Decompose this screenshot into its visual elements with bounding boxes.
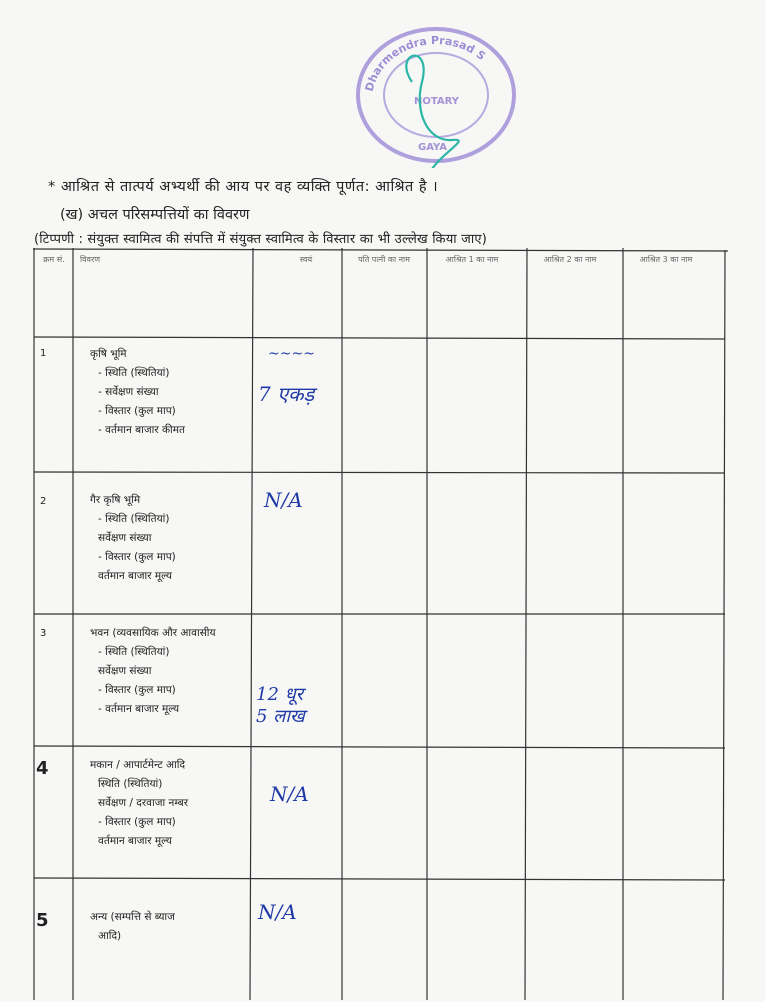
header-spouse: पति पत्नी का नाम [358, 255, 410, 264]
self-value: 7 एकड़ [258, 382, 315, 406]
dependent-note: * आश्रित से तात्पर्य अभ्यर्थी की आय पर वह व्यक्ति पूर्णत: आश्रित है । [48, 179, 439, 195]
header-dependent-2: आश्रित 2 का नाम [543, 255, 597, 264]
self-value-struck: ~~~~ [268, 346, 315, 362]
notary-stamp [352, 22, 520, 168]
row-description: भवन (व्यवसायिक और आवासीय - स्थिति (स्थितियां) सर्वेक्षण संख्या - विस्तार (कुल माप) - वर्तमान बाजार मूल्य [90, 627, 216, 715]
section-title: (ख) अचल परिसम्पत्तियों का विवरण [60, 207, 250, 223]
row-number: 4 [36, 758, 49, 779]
svg-text:GAYA: GAYA [418, 142, 448, 153]
row-number: 2 [40, 496, 47, 507]
row-number: 5 [36, 910, 49, 931]
row-description: मकान / आपार्टमेन्ट आदि स्थिति (स्थितियां) सर्वेक्षण / दरवाजा नम्बर - विस्तार (कुल माप) वर्तमान बाजार मूल्य [90, 759, 189, 847]
row-description: अन्य (सम्पत्ति से ब्याज आदि) [90, 911, 175, 942]
header-serial: क्रम सं. [43, 255, 65, 264]
header-dependent-3: आश्रित 3 का नाम [639, 255, 693, 264]
svg-text:NOTARY: NOTARY [414, 96, 460, 107]
self-value: 5 लाख [256, 706, 305, 727]
self-value: 12 धूर [256, 684, 304, 705]
row-number: 3 [40, 628, 47, 639]
self-value: N/A [270, 782, 309, 806]
header-self: स्वयं [299, 255, 313, 264]
header-description: विवरण [80, 255, 101, 264]
row-description: गैर कृषि भूमि - स्थिति (स्थितियां) सर्वेक्षण संख्या - विस्तार (कुल माप) वर्तमान बाजार मूल्य [90, 494, 176, 582]
row-description: कृषि भूमि - स्थिति (स्थितियां) - सर्वेक्षण संख्या - विस्तार (कुल माप) - वर्तमान बाजार कीमत [90, 348, 186, 436]
self-value: N/A [264, 488, 303, 512]
self-value: N/A [258, 900, 297, 924]
svg-text:Dharmendra Prasad S: Dharmendra Prasad S [362, 33, 488, 93]
row-number: 1 [40, 348, 47, 359]
section-note: (टिप्पणी : संयुक्त स्वामित्व की संपत्ति में संयुक्त स्वामित्व के विस्तार का भी उल्लेख किया जाए) [34, 232, 488, 247]
header-dependent-1: आश्रित 1 का नाम [445, 255, 499, 264]
